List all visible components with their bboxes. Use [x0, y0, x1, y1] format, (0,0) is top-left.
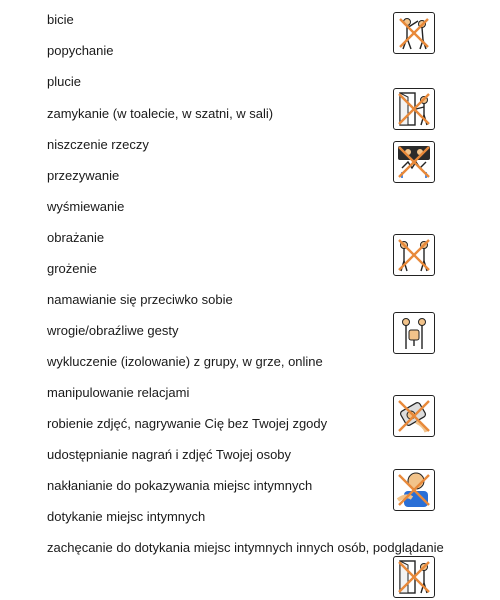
list-item: grożenie: [47, 261, 97, 276]
no-filming-icon: [393, 395, 435, 437]
list-item: popychanie: [47, 43, 114, 58]
no-locking-in-icon: [393, 88, 435, 130]
no-insulting-icon: [393, 234, 435, 276]
list-item: zamykanie (w toalecie, w szatni, w sali): [47, 106, 274, 121]
no-destroying-things-icon: [393, 141, 435, 183]
no-peeping-icon: [393, 556, 435, 598]
list-item: przezywanie: [47, 168, 120, 183]
list-item: manipulowanie relacjami: [47, 385, 190, 400]
list-item: dotykanie miejsc intymnych: [47, 509, 206, 524]
list-item: namawianie się przeciwko sobie: [47, 292, 233, 307]
list-item: obrażanie: [47, 230, 105, 245]
list-item: plucie: [47, 74, 81, 89]
no-hostile-gestures-icon: [393, 312, 435, 354]
list-item: zachęcanie do dotykania miejsc intymnych innych osób, podglądanie: [47, 540, 444, 555]
list-item: wykluczenie (izolowanie) z grupy, w grze, online: [47, 354, 323, 369]
list-item: nakłanianie do pokazywania miejsc intymnych: [47, 478, 313, 493]
list-item: niszczenie rzeczy: [47, 137, 149, 152]
list-item: robienie zdjęć, nagrywanie Cię bez Twojej zgody: [47, 416, 328, 431]
no-hitting-icon: [393, 12, 435, 54]
no-intimate-touching-icon: [393, 469, 435, 511]
list-item: wyśmiewanie: [47, 199, 125, 214]
list-item: udostępnianie nagrań i zdjęć Twojej osoby: [47, 447, 292, 462]
list-item: wrogie/obraźliwe gesty: [47, 323, 179, 338]
list-item: bicie: [47, 12, 74, 27]
